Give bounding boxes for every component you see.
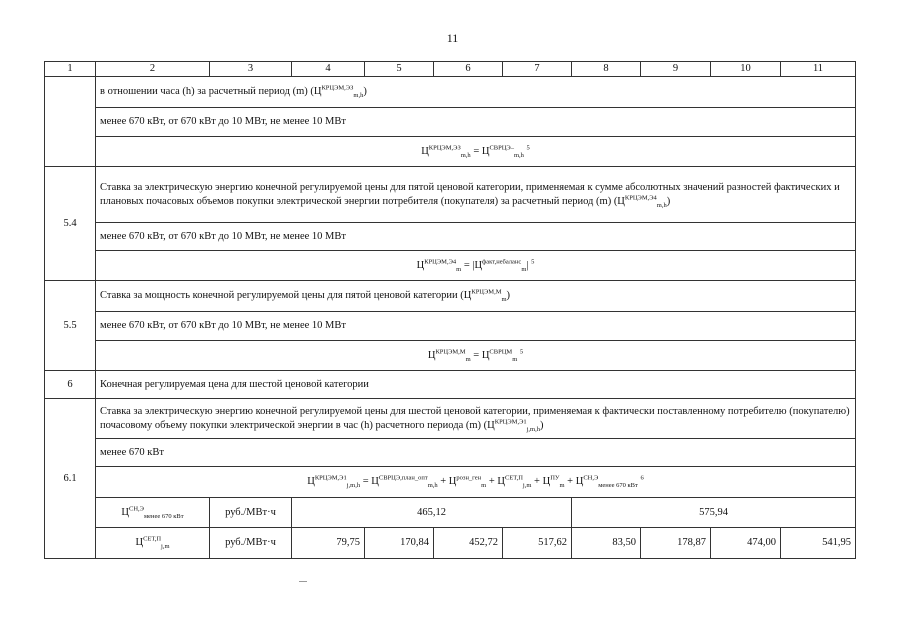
- header-cell: 7: [503, 62, 572, 77]
- tariff-table: [44, 61, 856, 559]
- item-description: Конечная регулируемая цена для шестой ценовой категории: [96, 371, 856, 399]
- value-cell: 178,87: [641, 528, 711, 559]
- unit-cell: руб./МВт·ч: [210, 528, 292, 559]
- table-row: [45, 312, 856, 341]
- header-cell: 6: [434, 62, 503, 77]
- header-cell: 3: [210, 62, 292, 77]
- table-row: [45, 467, 856, 498]
- header-cell: 1: [45, 62, 96, 77]
- formula-5-4: $Ц^{КРЦЭМ,Э4}_m = |Ц^{факт,небаланс}_m|$ $^5$: [96, 251, 856, 281]
- table-row: [45, 399, 856, 439]
- table-row: [45, 371, 856, 399]
- formula-5-5: $Ц^{КРЦЭМ,М}_m = Ц^{СВРЦМ}_m$ $^5$: [96, 341, 856, 371]
- table-row: [45, 108, 856, 137]
- capacity-range: менее 670 кВт, от 670 кВт до 10 МВт, не менее 10 МВт: [96, 312, 856, 341]
- item-description: Ставка за электрическую энергию конечной регулируемой цены для шестой ценовой категории, применяемая к фактически поставленному потребителю (покупателю) почасовому объему покупки электрической энергии в час (h) расчетного периода (m) $(Ц^{КРЦЭМ,Э1}_{j,m,h})$: [96, 399, 856, 439]
- value-cell: 79,75: [292, 528, 365, 559]
- value-cell: 465,12: [292, 498, 572, 528]
- item-description: Ставка за электрическую энергию конечной регулируемой цены для пятой ценовой категории, применяемая к сумме абсолютных значений разностей фактических и плановых почасовых объемов покупки электрической энергии потребителя (покупателя) за расчетный период (m) $(Ц^{КРЦЭМ,Э4}_{m,h})$: [96, 167, 856, 223]
- value-cell: 452,72: [434, 528, 503, 559]
- value-cell: 517,62: [503, 528, 572, 559]
- header-cell: 9: [641, 62, 711, 77]
- table-row: [45, 167, 856, 223]
- item-description: Ставка за мощность конечной регулируемой цены для пятой ценовой категории $(Ц^{КРЦЭМ,М}_m)$: [96, 281, 856, 312]
- row-number-cell: [45, 77, 96, 167]
- header-cell: 4: [292, 62, 365, 77]
- capacity-range: менее 670 кВт, от 670 кВт до 10 МВт, не менее 10 МВт: [96, 108, 856, 137]
- table-row: [45, 528, 856, 559]
- table-row: [45, 251, 856, 281]
- row-number-cell: 6: [45, 371, 96, 399]
- sn-symbol-cell: $Ц^{СН,Э}_{менее 670 кВт}$: [96, 498, 210, 528]
- row-number-cell: 6.1: [45, 399, 96, 559]
- page-number: 11: [446, 31, 459, 45]
- value-cell: 170,84: [365, 528, 434, 559]
- table-row: [45, 137, 856, 167]
- table-row: [45, 77, 856, 108]
- table-row: [45, 281, 856, 312]
- capacity-range: менее 670 кВт: [96, 439, 856, 467]
- table-row: [45, 439, 856, 467]
- header-cell: 8: [572, 62, 641, 77]
- header-cell: 10: [711, 62, 781, 77]
- header-row: [45, 62, 856, 77]
- unit-cell: руб./МВт·ч: [210, 498, 292, 528]
- item-description: в отношении часа (h) за расчетный период (m) $(Ц^{КРЦЭМ,ЭЗ}_{m,h})$: [96, 77, 856, 108]
- value-cell: 83,50: [572, 528, 641, 559]
- row-number-cell: 5.5: [45, 281, 96, 371]
- header-cell: 5: [365, 62, 434, 77]
- row-number-cell: 5.4: [45, 167, 96, 281]
- formula-6-1: $Ц^{КРЦЭМ,Э1}_{j,m,h} = Ц^{СВРЦЭ,план\_опт}_{m,h} + Ц^{розн\_ген}_m + Ц^{СЕТ,П}_{j,m} + Ц^{ПУ}_m + Ц^{СН,Э}_{менее 670 кВт}$ $^6$: [96, 467, 856, 498]
- table-row: [45, 498, 856, 528]
- header-cell: 11: [781, 62, 856, 77]
- set-symbol-cell: $Ц^{СЕТ,П}_{j,m}$: [96, 528, 210, 559]
- capacity-range: менее 670 кВт, от 670 кВт до 10 МВт, не менее 10 МВт: [96, 223, 856, 251]
- table-row: [45, 223, 856, 251]
- value-cell: 575,94: [572, 498, 856, 528]
- formula-5-3: $Ц^{КРЦЭМ,ЭЗ}_{m,h} = Ц^{СВРЦЭ-}_{m,h}$ $^5$: [96, 137, 856, 167]
- scan-mark: [299, 581, 307, 582]
- header-cell: 2: [96, 62, 210, 77]
- value-cell: 541,95: [781, 528, 856, 559]
- value-cell: 474,00: [711, 528, 781, 559]
- table-row: [45, 341, 856, 371]
